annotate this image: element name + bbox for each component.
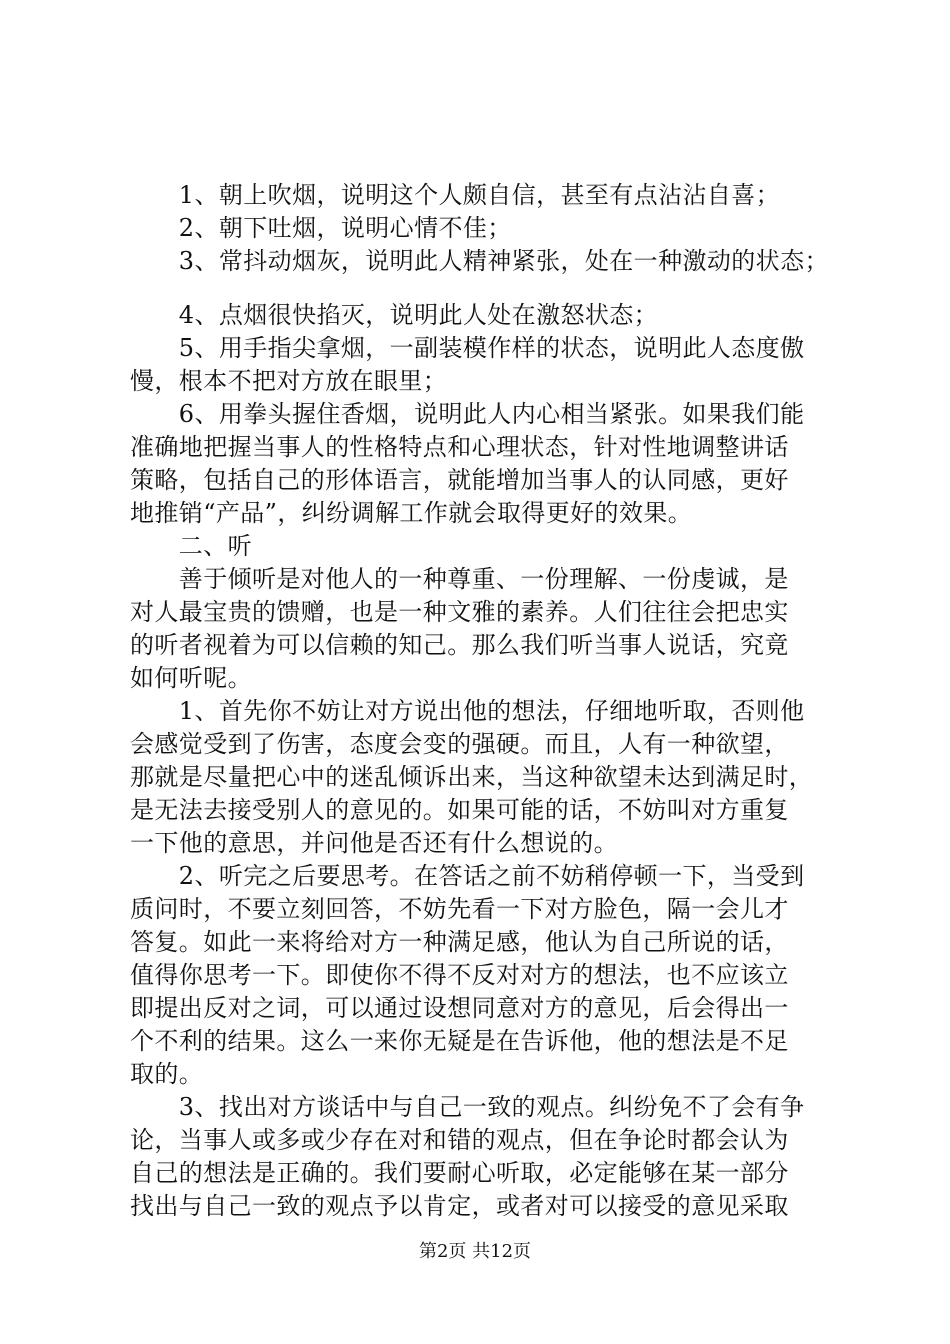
text-line: 那就是尽量把心中的迷乱倾诉出来，当这种欲望未达到满足时， <box>130 763 814 791</box>
text-line: 3、找出对方谈话中与自己一致的观点。纠纷免不了会有争 <box>130 1093 805 1121</box>
text-line: 5、用手指尖拿烟，一副装模作样的状态，说明此人态度傲 <box>130 334 805 362</box>
text-line: 2、听完之后要思考。在答话之前不妨稍停顿一下，当受到 <box>130 862 805 890</box>
text-line: 4、点烟很快掐灭，说明此人处在激怒状态； <box>130 301 659 329</box>
text-line: 准确地把握当事人的性格特点和心理状态，针对性地调整讲话 <box>130 433 789 461</box>
text-line: 是无法去接受别人的意见的。如果可能的话，不妨叫对方重复 <box>130 796 789 824</box>
text-line: 慢，根本不把对方放在眼里； <box>130 367 448 395</box>
text-line: 取的。 <box>130 1060 204 1088</box>
text-line: 2、朝下吐烟，说明心情不佳； <box>130 214 512 242</box>
text-line: 策略，包括自己的形体语言，就能增加当事人的认同感，更好 <box>130 466 789 494</box>
text-line: 即提出反对之词，可以通过设想同意对方的意见，后会得出一 <box>130 994 789 1022</box>
text-line: 答复。如此一来将给对方一种满足感，他认为自己所说的话， <box>130 928 789 956</box>
text-line: 的听者视着为可以信赖的知己。那么我们听当事人说话，究竟 <box>130 631 789 659</box>
text-line: 3、常抖动烟灰，说明此人精神紧张，处在一种激动的状态； <box>130 247 829 275</box>
text-line: 个不利的结果。这么一来你无疑是在告诉他，他的想法是不足 <box>130 1027 789 1055</box>
text-line: 1、首先你不妨让对方说出他的想法，仔细地听取，否则他 <box>130 697 805 725</box>
text-line: 质问时，不要立刻回答，不妨先看一下对方脸色，隔一会儿才 <box>130 895 789 923</box>
text-line: 如何听呢。 <box>130 664 252 692</box>
text-line: 1、朝上吹烟，说明这个人颇自信，甚至有点沾沾自喜； <box>130 181 781 209</box>
text-line: 对人最宝贵的馈赠，也是一种文雅的素养。人们往往会把忠实 <box>130 598 789 626</box>
page-number-footer: 第2页 共12页 <box>418 1241 532 1262</box>
text-line: 一下他的意思，并问他是否还有什么想说的。 <box>130 829 618 857</box>
text-line: 找出与自己一致的观点予以肯定，或者对可以接受的意见采取 <box>130 1192 789 1220</box>
text-line: 地推销“产品”，纠纷调解工作就会取得更好的效果。 <box>130 499 693 527</box>
text-line: 值得你思考一下。即使你不得不反对对方的想法，也不应该立 <box>130 961 789 989</box>
text-line: 自己的想法是正确的。我们要耐心听取，必定能够在某一部分 <box>130 1159 789 1187</box>
text-line: 论，当事人或多或少存在对和错的观点，但在争论时都会认为 <box>130 1126 789 1154</box>
text-line: 6、用拳头握住香烟，说明此人内心相当紧张。如果我们能 <box>130 400 805 428</box>
text-line: 善于倾听是对他人的一种尊重、一份理解、一份虔诚，是 <box>130 565 789 593</box>
section-heading: 二、听 <box>130 532 252 560</box>
text-line: 会感觉受到了伤害，态度会变的强硬。而且，人有一种欲望， <box>130 730 789 758</box>
